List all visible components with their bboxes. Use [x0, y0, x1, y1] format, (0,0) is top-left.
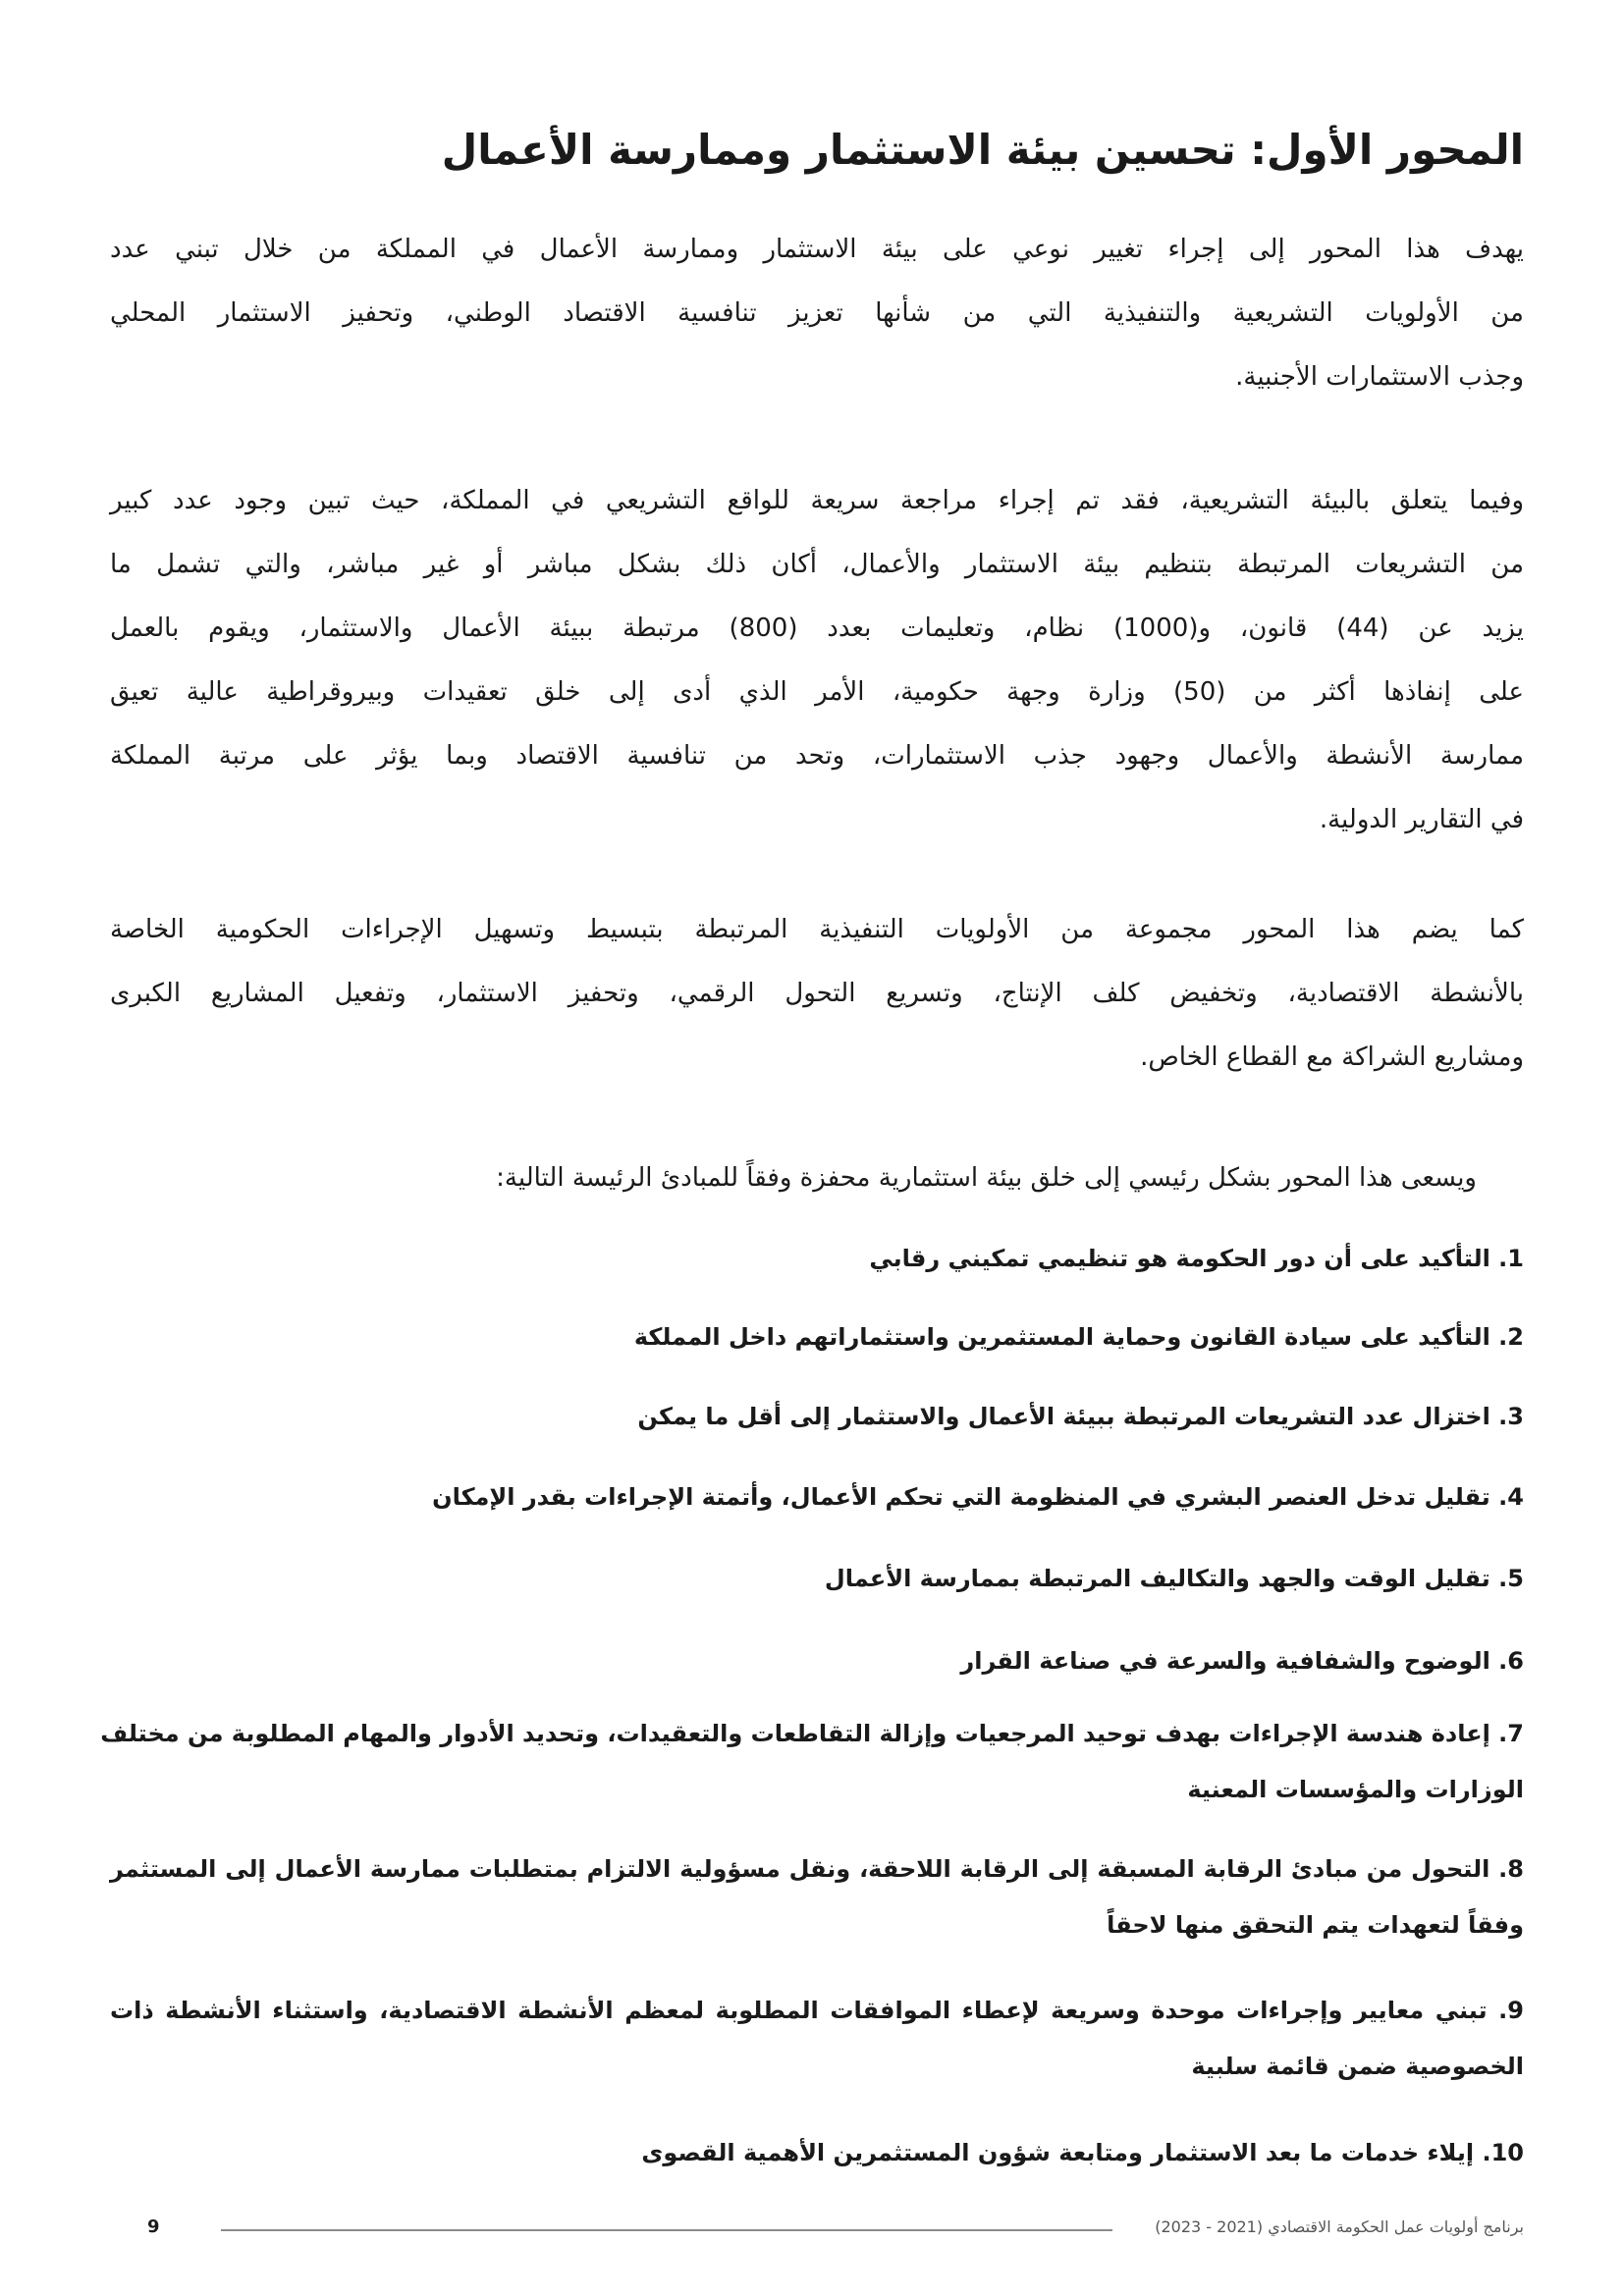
principle-text: 5. تقليل الوقت والجهد والتكاليف المرتبطة بممارسة الأعمال — [824, 1565, 1524, 1592]
principle-item — [110, 1385, 1524, 1449]
text-line: ويسعى هذا المحور بشكل رئيسي إلى خلق بيئة استثمارية محفزة وفقاً للمبادئ الرئيسة التالية: — [496, 1163, 1477, 1193]
principle-item — [110, 1466, 1524, 1529]
principle-text: 9. تبني معايير وإجراءات موحدة وسريعة لإعطاء الموافقات المطلوبة لمعظم الأنشطة الاقتصادية، واستثناء الأنشطة ذات — [110, 1997, 1524, 2024]
text-line: في التقارير الدولية. — [1319, 805, 1524, 834]
page-number: 9 — [147, 2216, 160, 2237]
page-title: المحور الأول: تحسين بيئة الاستثمار وممارسة الأعمال — [441, 126, 1524, 174]
principle-item — [110, 1306, 1524, 1369]
principle-text: 10. إيلاء خدمات ما بعد الاستثمار ومتابعة شؤون المستثمرين الأهمية القصوى — [641, 2139, 1524, 2166]
text-line: على إنفاذها أكثر من (50) وزارة وجهة حكومية، الأمر الذي أدى إلى خلق تعقيدات وبيروقراطية عالية تعيق — [110, 677, 1524, 707]
principle-text: 2. التأكيد على سيادة القانون وحماية المستثمرين واستثماراتهم داخل المملكة — [633, 1323, 1524, 1351]
footer-document-title: برنامج أولويات عمل الحكومة الاقتصادي (2021 - 2023) — [1155, 2217, 1524, 2236]
principle-text: 4. تقليل تدخل العنصر البشري في المنظومة التي تحكم الأعمال، وأتمتة الإجراءات بقدر الإمكان — [432, 1483, 1524, 1511]
paragraph-objective — [110, 218, 1524, 409]
principle-item — [110, 1227, 1524, 1291]
text-line: من التشريعات المرتبطة بتنظيم بيئة الاستثمار والأعمال، أكان ذلك بشكل مباشر أو غير مباشر، والتي تشمل ما — [110, 550, 1524, 579]
text-line: يهدف هذا المحور إلى إجراء تغيير نوعي على بيئة الاستثمار وممارسة الأعمال في المملكة من خلال تبني عدد — [110, 235, 1524, 264]
principle-text: 7. إعادة هندسة الإجراءات بهدف توحيد المرجعيات وإزالة التقاطعات والتعقيدات، وتحديد الأدوار والمهام المطلوبة من مختلف — [100, 1720, 1524, 1747]
principle-item — [110, 1629, 1524, 1693]
text-line: بالأنشطة الاقتصادية، وتخفيض كلف الإنتاج، وتسريع التحول الرقمي، وتحفيز الاستثمار، وتفعيل المشاريع الكبرى — [110, 979, 1524, 1008]
principle-item — [110, 2121, 1524, 2185]
text-line: وفيما يتعلق بالبيئة التشريعية، فقد تم إجراء مراجعة سريعة للواقع التشريعي في المملكة، حيث تبين وجود عدد كبير — [110, 486, 1524, 515]
text-line: يزيد عن (44) قانون، و(1000) نظام، وتعليمات بعدد (800) مرتبطة ببيئة الأعمال والاستثمار، ويقوم بالعمل — [110, 614, 1524, 643]
text-line: ومشاريع الشراكة مع القطاع الخاص. — [1140, 1042, 1524, 1072]
footer-divider — [221, 2229, 1112, 2231]
principles-intro — [110, 1147, 1477, 1210]
principle-text: 6. الوضوح والشفافية والسرعة في صناعة القرار — [960, 1647, 1524, 1675]
principle-item — [100, 1706, 1524, 1818]
principle-text: الخصوصية ضمن قائمة سلبية — [1191, 2053, 1524, 2080]
principle-text: الوزارات والمؤسسات المعنية — [1187, 1776, 1524, 1803]
principle-item — [110, 1547, 1524, 1611]
principle-text: 1. التأكيد على أن دور الحكومة هو تنظيمي تمكيني رقابي — [869, 1245, 1524, 1272]
principle-item — [110, 1983, 1524, 2095]
paragraph-legislative — [110, 469, 1524, 852]
text-line: من الأولويات التشريعية والتنفيذية التي من شأنها تعزيز تنافسية الاقتصاد الوطني، وتحفيز الاستثمار المحلي — [110, 298, 1524, 328]
principle-text: 3. اختزال عدد التشريعات المرتبطة ببيئة الأعمال والاستثمار إلى أقل ما يمكن — [637, 1403, 1524, 1430]
principle-text: وفقاً لتعهدات يتم التحقق منها لاحقاً — [1107, 1911, 1524, 1939]
text-line: كما يضم هذا المحور مجموعة من الأولويات التنفيذية المرتبطة بتبسيط وتسهيل الإجراءات الحكومية الخاصة — [110, 915, 1524, 944]
text-line: وجذب الاستثمارات الأجنبية. — [1235, 362, 1524, 392]
paragraph-executive — [110, 898, 1524, 1090]
principle-item — [110, 1842, 1524, 1953]
principle-text: 8. التحول من مبادئ الرقابة المسبقة إلى الرقابة اللاحقة، ونقل مسؤولية الالتزام بمتطلبات ممارسة الأعمال إلى المستثمر — [110, 1855, 1524, 1883]
text-line: ممارسة الأنشطة والأعمال وجهود جذب الاستثمارات، وتحد من تنافسية الاقتصاد وبما يؤثر على مرتبة المملكة — [110, 741, 1524, 771]
